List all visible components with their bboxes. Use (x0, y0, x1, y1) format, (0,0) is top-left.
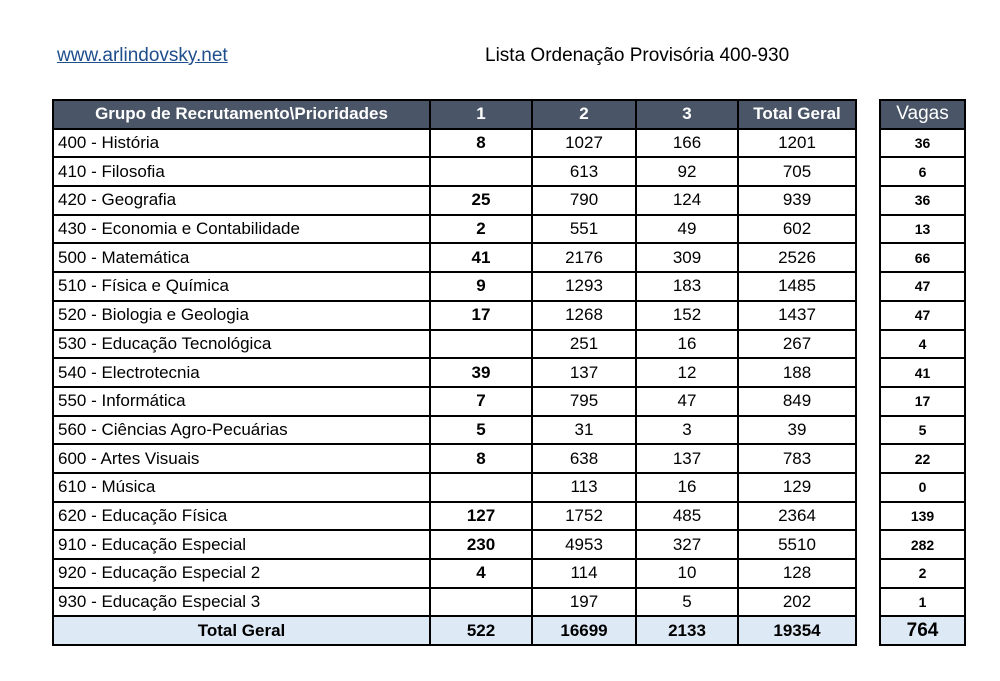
total-cell: 128 (738, 559, 856, 588)
priority-1-cell: 2 (430, 215, 532, 244)
table-row (53, 387, 856, 416)
priority-2-cell: 2176 (532, 243, 636, 272)
group-name-cell: 500 - Matemática (53, 243, 430, 272)
priority-1-cell: 8 (430, 129, 532, 158)
priority-1-cell: 17 (430, 301, 532, 330)
vagas-row (880, 444, 965, 473)
vagas-cell: 22 (880, 444, 965, 473)
table-row (53, 416, 856, 445)
total-cell: 1437 (738, 301, 856, 330)
vagas-cell: 1 (880, 588, 965, 617)
vagas-total-row (880, 616, 965, 645)
priority-2-cell: 31 (532, 416, 636, 445)
site-link[interactable]: www.arlindovsky.net (57, 45, 228, 66)
total-priority-1-cell: 522 (430, 616, 532, 645)
vagas-row (880, 387, 965, 416)
vagas-cell: 139 (880, 502, 965, 531)
group-name-cell: 600 - Artes Visuais (53, 444, 430, 473)
column-header-priority-3: 3 (636, 100, 738, 129)
table-row (53, 272, 856, 301)
group-name-cell: 410 - Filosofia (53, 157, 430, 186)
total-cell: 2526 (738, 243, 856, 272)
priority-2-cell: 113 (532, 473, 636, 502)
vagas-cell: 5 (880, 416, 965, 445)
priority-3-cell: 47 (636, 387, 738, 416)
column-header-priority-1: 1 (430, 100, 532, 129)
group-name-cell: 420 - Geografia (53, 186, 430, 215)
priority-3-cell: 16 (636, 473, 738, 502)
table-row (53, 129, 856, 158)
priority-1-cell: 39 (430, 358, 532, 387)
vagas-table (879, 99, 966, 646)
priority-2-cell: 795 (532, 387, 636, 416)
table-row (53, 588, 856, 617)
group-name-cell: 530 - Educação Tecnológica (53, 330, 430, 359)
priority-3-cell: 309 (636, 243, 738, 272)
priority-3-cell: 485 (636, 502, 738, 531)
total-cell: 1201 (738, 129, 856, 158)
priority-1-cell: 8 (430, 444, 532, 473)
priority-1-cell: 230 (430, 530, 532, 559)
document-title: Lista Ordenação Provisória 400-930 (485, 45, 790, 66)
total-cell: 602 (738, 215, 856, 244)
table-row (53, 444, 856, 473)
priority-1-cell: 7 (430, 387, 532, 416)
priority-3-cell: 49 (636, 215, 738, 244)
priority-2-cell: 1752 (532, 502, 636, 531)
priority-1-cell (430, 157, 532, 186)
priority-1-cell: 25 (430, 186, 532, 215)
vagas-cell: 36 (880, 129, 965, 158)
priority-2-cell: 790 (532, 186, 636, 215)
table-row (53, 215, 856, 244)
priority-3-cell: 92 (636, 157, 738, 186)
priority-2-cell: 1293 (532, 272, 636, 301)
priority-2-cell: 4953 (532, 530, 636, 559)
priority-3-cell: 12 (636, 358, 738, 387)
priority-2-cell: 114 (532, 559, 636, 588)
priority-2-cell: 197 (532, 588, 636, 617)
group-name-cell: 620 - Educação Física (53, 502, 430, 531)
grand-total-cell: 19354 (738, 616, 856, 645)
priority-3-cell: 3 (636, 416, 738, 445)
priority-2-cell: 137 (532, 358, 636, 387)
priority-2-cell: 551 (532, 215, 636, 244)
table-row (53, 157, 856, 186)
table-row (53, 473, 856, 502)
priority-3-cell: 137 (636, 444, 738, 473)
table-row (53, 330, 856, 359)
vagas-row (880, 416, 965, 445)
vagas-row (880, 129, 965, 158)
group-name-cell: 930 - Educação Especial 3 (53, 588, 430, 617)
vagas-row (880, 559, 965, 588)
priority-2-cell: 638 (532, 444, 636, 473)
vagas-cell: 6 (880, 157, 965, 186)
total-cell: 939 (738, 186, 856, 215)
group-name-cell: 550 - Informática (53, 387, 430, 416)
total-cell: 267 (738, 330, 856, 359)
vagas-total-cell: 764 (880, 616, 965, 645)
priority-3-cell: 5 (636, 588, 738, 617)
group-name-cell: 400 - História (53, 129, 430, 158)
vagas-row (880, 186, 965, 215)
priority-1-cell (430, 330, 532, 359)
total-priority-2-cell: 16699 (532, 616, 636, 645)
total-priority-3-cell: 2133 (636, 616, 738, 645)
priority-3-cell: 124 (636, 186, 738, 215)
priority-3-cell: 10 (636, 559, 738, 588)
priority-3-cell: 327 (636, 530, 738, 559)
vagas-row (880, 301, 965, 330)
vagas-row (880, 272, 965, 301)
vagas-row (880, 157, 965, 186)
table-row (53, 559, 856, 588)
table-row (53, 301, 856, 330)
total-cell: 5510 (738, 530, 856, 559)
vagas-cell: 47 (880, 301, 965, 330)
priority-3-cell: 16 (636, 330, 738, 359)
vagas-row (880, 473, 965, 502)
group-name-cell: 920 - Educação Especial 2 (53, 559, 430, 588)
vagas-cell: 41 (880, 358, 965, 387)
group-name-cell: 560 - Ciências Agro-Pecuárias (53, 416, 430, 445)
priority-3-cell: 183 (636, 272, 738, 301)
vagas-cell: 36 (880, 186, 965, 215)
total-row (53, 616, 856, 645)
priority-2-cell: 251 (532, 330, 636, 359)
vagas-cell: 4 (880, 330, 965, 359)
vagas-header-row (880, 100, 965, 129)
priority-3-cell: 166 (636, 129, 738, 158)
total-label-cell: Total Geral (53, 616, 430, 645)
group-name-cell: 540 - Electrotecnia (53, 358, 430, 387)
vagas-row (880, 358, 965, 387)
vagas-row (880, 215, 965, 244)
table-row (53, 358, 856, 387)
table-header-row (53, 100, 856, 129)
priority-1-cell: 41 (430, 243, 532, 272)
vagas-cell: 66 (880, 243, 965, 272)
priority-1-cell (430, 473, 532, 502)
table-row (53, 243, 856, 272)
priority-1-cell: 5 (430, 416, 532, 445)
vagas-cell: 0 (880, 473, 965, 502)
vagas-row (880, 243, 965, 272)
vagas-header: Vagas (880, 100, 965, 129)
column-header-total: Total Geral (738, 100, 856, 129)
total-cell: 1485 (738, 272, 856, 301)
group-name-cell: 520 - Biologia e Geologia (53, 301, 430, 330)
main-table (52, 99, 857, 646)
table-row (53, 530, 856, 559)
total-cell: 783 (738, 444, 856, 473)
column-header-priority-2: 2 (532, 100, 636, 129)
vagas-cell: 2 (880, 559, 965, 588)
total-cell: 2364 (738, 502, 856, 531)
total-cell: 202 (738, 588, 856, 617)
vagas-cell: 47 (880, 272, 965, 301)
vagas-cell: 13 (880, 215, 965, 244)
vagas-cell: 17 (880, 387, 965, 416)
group-name-cell: 610 - Música (53, 473, 430, 502)
table-row (53, 186, 856, 215)
vagas-cell: 282 (880, 530, 965, 559)
total-cell: 129 (738, 473, 856, 502)
group-name-cell: 910 - Educação Especial (53, 530, 430, 559)
total-cell: 39 (738, 416, 856, 445)
priority-1-cell: 9 (430, 272, 532, 301)
vagas-row (880, 588, 965, 617)
priority-2-cell: 613 (532, 157, 636, 186)
priority-1-cell: 4 (430, 559, 532, 588)
priority-2-cell: 1268 (532, 301, 636, 330)
group-name-cell: 430 - Economia e Contabilidade (53, 215, 430, 244)
priority-2-cell: 1027 (532, 129, 636, 158)
priority-3-cell: 152 (636, 301, 738, 330)
total-cell: 849 (738, 387, 856, 416)
column-header-group: Grupo de Recrutamento\Prioridades (53, 100, 430, 129)
priority-1-cell: 127 (430, 502, 532, 531)
priority-1-cell (430, 588, 532, 617)
vagas-row (880, 330, 965, 359)
vagas-row (880, 530, 965, 559)
group-name-cell: 510 - Física e Química (53, 272, 430, 301)
total-cell: 188 (738, 358, 856, 387)
table-row (53, 502, 856, 531)
total-cell: 705 (738, 157, 856, 186)
vagas-row (880, 502, 965, 531)
